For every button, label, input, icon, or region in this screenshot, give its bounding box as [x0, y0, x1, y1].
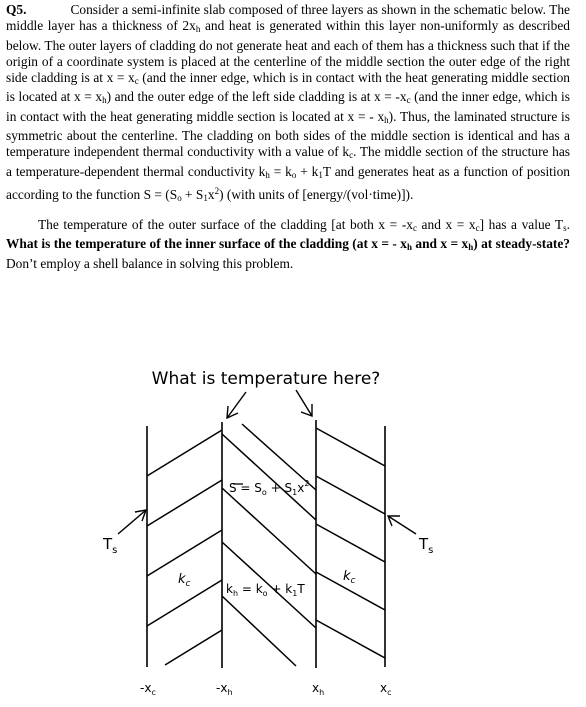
p1-sub-a: h	[195, 24, 201, 35]
layer-boundaries	[147, 420, 385, 668]
middle-section-hatch	[222, 424, 316, 666]
p1-sub-g: h	[265, 169, 270, 180]
p1-sub-d: c	[406, 95, 411, 106]
p1-text-i: + k	[296, 163, 319, 179]
kc-left-label: $k_c$	[178, 572, 191, 589]
p1-sub-h: o	[291, 169, 297, 180]
p1-sup-l: 2	[214, 185, 220, 196]
axis-label-minus-xc: $-x_c$	[140, 681, 156, 697]
p2-text-a: The temperature of the outer surface of the cladding [at both x = -x	[38, 217, 413, 232]
caption-arrow-right	[296, 390, 312, 416]
p1-text-e: (and the inner edge, which is in contact with the heat generating middle section is located at x = - x	[6, 89, 570, 124]
p2-text-b: and x = x	[416, 217, 476, 232]
axis-label-minus-xh: $-x_h$	[216, 681, 233, 697]
p1-sub-c: h	[102, 95, 107, 106]
p1-text-k: + S	[181, 186, 204, 202]
problem-paragraph-1	[6, 2, 570, 206]
figure-caption: What is temperature here?	[151, 369, 381, 389]
p1-text-j: T and generates heat as a function of position according to the function S = (S	[6, 163, 571, 202]
p2-sub-b: c	[475, 223, 480, 233]
kc-right-label: $k_c$	[343, 569, 356, 586]
p1-sub-i: 1	[318, 169, 323, 180]
p1-text-h: = k	[269, 163, 292, 179]
p1-sub-f: c	[349, 150, 354, 161]
ts-left-label: $T_s$	[103, 535, 118, 556]
p1-text-c: (and the inner edge, which is in contact with the heat generating middle section is located at x = x	[6, 70, 570, 105]
p1-sub-k: 1	[203, 192, 208, 203]
p1-sub-e: h	[384, 114, 389, 125]
ts-arrows	[118, 510, 416, 534]
p2-bold-b: and x = x	[412, 236, 469, 252]
source-equation: $S = S_o + S_1x^2$	[229, 479, 310, 497]
problem-paragraph-2	[6, 217, 570, 272]
p2-text-e: Don’t employ a shell balance in solving this problem.	[6, 255, 294, 271]
question-bold-text	[6, 236, 570, 251]
slab-schematic	[0, 350, 586, 707]
axis-label-xc: $x_c$	[380, 681, 392, 697]
p1-text-m: ) (with units of [energy/(vol·time)]).	[219, 186, 414, 202]
p2-text-c: ] has a value T	[479, 217, 564, 232]
p1-text-b: and heat is generated within this layer non-uniformly as described below. The outer layers of cladding do not generate heat and each of them has a thickness such that if the origin of a coordinate system is placed at the centerline of the middle section the outer edge of the right side cladding is at x = x	[6, 18, 570, 86]
kh-equation: $k_h = k_o + k_1T$	[226, 582, 305, 598]
p2-bold-a: What is the temperature of the inner surface of the cladding (at x = - x	[6, 236, 407, 252]
p1-sub-b: c	[134, 76, 139, 87]
p1-text-d: ) and the outer edge of the left side cladding is at x = -x	[106, 89, 407, 105]
p2-bold-c: ) at steady-state?	[473, 236, 570, 252]
left-cladding-hatch	[147, 430, 222, 665]
p1-text-l: x	[207, 186, 215, 202]
ts-left-arrow	[118, 510, 146, 534]
p1-sub-j: o	[177, 192, 182, 203]
p1-text-g: . The middle section of the structure has a temperature-dependent thermal conductivity k	[6, 144, 570, 179]
p1-text-a: Consider a semi-infinite slab composed of three layers as shown in the schematic below. The middle layer has a thickness of 2x	[6, 2, 570, 34]
caption-arrows	[227, 390, 312, 418]
ts-right-label: $T_s$	[419, 535, 434, 556]
p2-sub-c: s	[563, 223, 567, 233]
p2-sub-a: c	[412, 223, 417, 233]
axis-label-xh: $x_h$	[312, 681, 325, 697]
p2-bold-sub-b: h	[468, 242, 474, 253]
p1-text-f: ). Thus, the laminated structure is symmetric about the centerline. The cladding on both sides of the middle section is identical and has a temperature independent thermal conductivity with a value of k	[6, 108, 570, 160]
question-label: Q5.	[6, 2, 27, 17]
p2-bold-sub-a: h	[406, 242, 412, 253]
right-cladding-hatch	[316, 428, 385, 658]
p2-text-d: .	[566, 217, 570, 232]
